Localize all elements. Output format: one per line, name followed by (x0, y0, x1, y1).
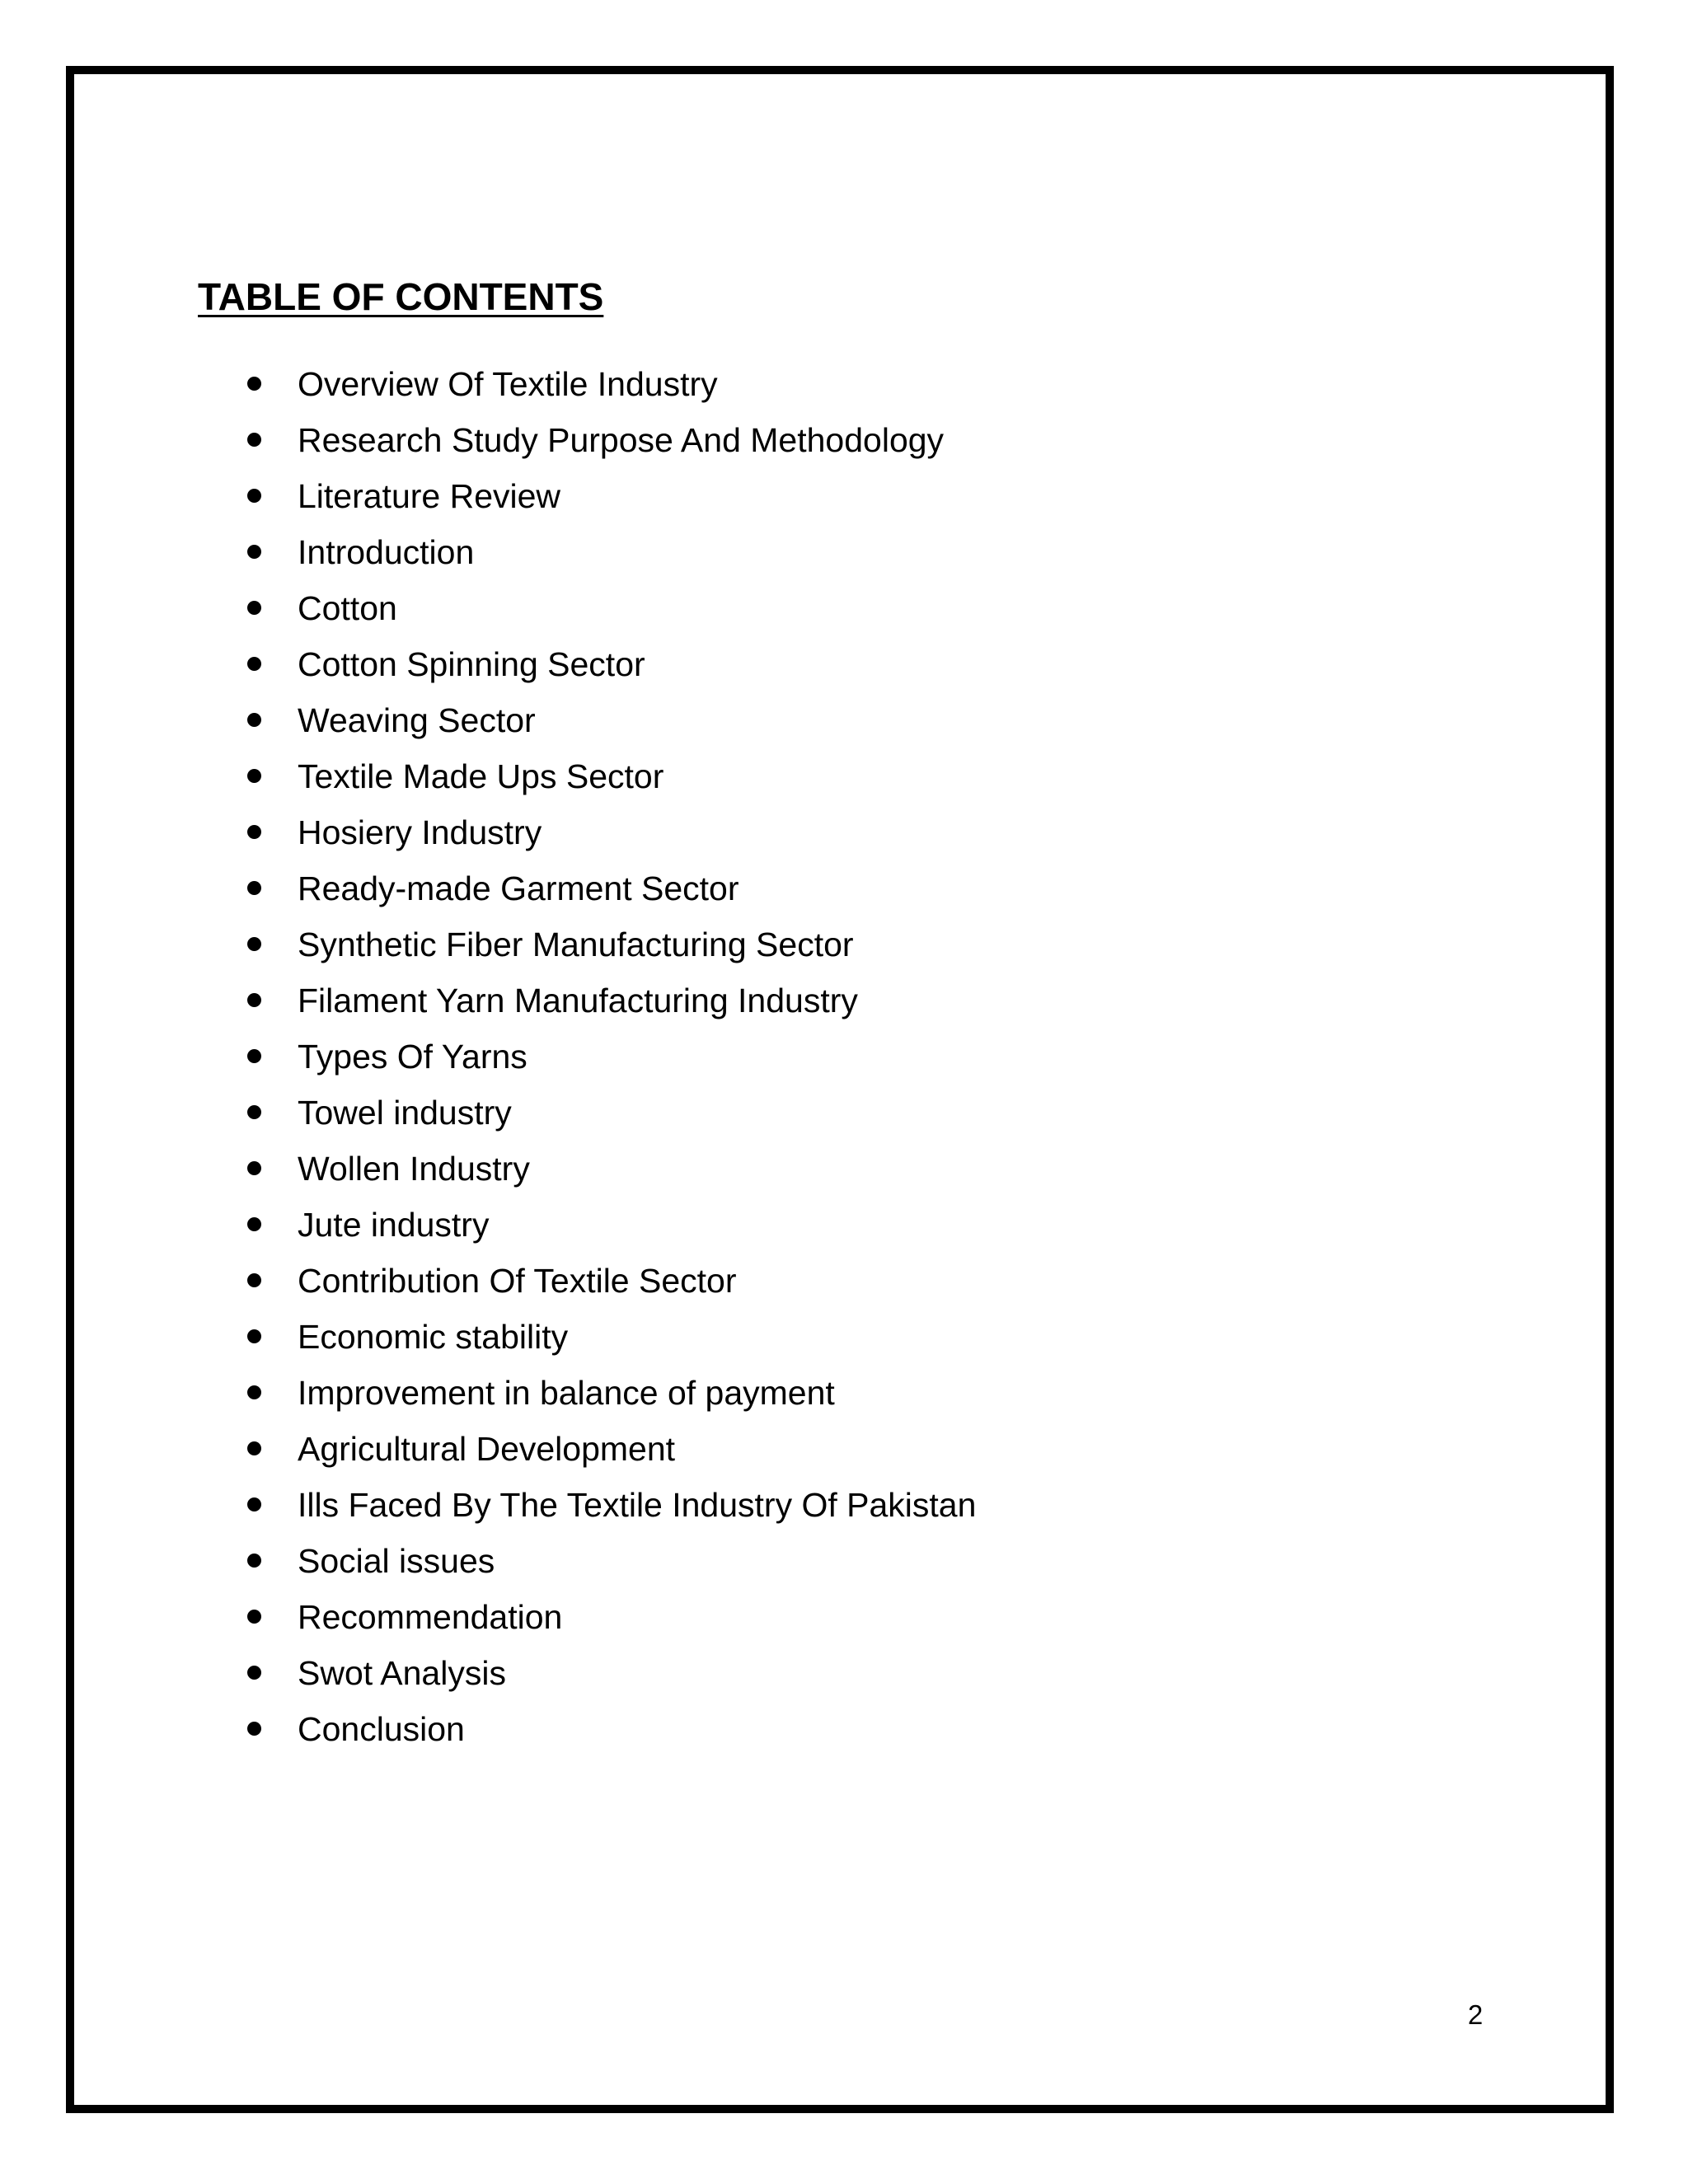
toc-item-label: Textile Made Ups Sector (298, 757, 664, 795)
bullet-icon (247, 1161, 261, 1175)
bullet-icon (247, 657, 261, 671)
toc-item-label: Contribution Of Textile Sector (298, 1262, 737, 1300)
toc-item-label: Recommendation (298, 1598, 563, 1636)
toc-item-label: Hosiery Industry (298, 813, 542, 851)
toc-item-label: Ills Faced By The Textile Industry Of Pakistan (298, 1486, 977, 1524)
bullet-icon (247, 713, 261, 727)
toc-item-label: Weaving Sector (298, 701, 536, 739)
bullet-icon (247, 1049, 261, 1063)
toc-item-label: Improvement in balance of payment (298, 1374, 835, 1412)
bullet-icon (247, 825, 261, 839)
bullet-icon (247, 1329, 261, 1343)
toc-item-label: Filament Yarn Manufacturing Industry (298, 982, 858, 1019)
toc-item-label: Conclusion (298, 1710, 465, 1748)
bullet-icon (247, 937, 261, 951)
bullet-icon (247, 1385, 261, 1399)
bullet-icon (247, 1497, 261, 1511)
page-title: TABLE OF CONTENTS (198, 275, 604, 318)
bullet-icon (247, 1722, 261, 1736)
bullet-icon (247, 1441, 261, 1455)
bullet-icon (247, 1666, 261, 1680)
toc-item-label: Synthetic Fiber Manufacturing Sector (298, 926, 854, 963)
bullet-icon (247, 1554, 261, 1568)
bullet-icon (247, 433, 261, 447)
bullet-icon (247, 993, 261, 1007)
toc-item-label: Introduction (298, 533, 475, 571)
toc-item-label: Swot Analysis (298, 1654, 506, 1692)
toc-item-label: Social issues (298, 1542, 495, 1580)
toc-item-label: Research Study Purpose And Methodology (298, 421, 945, 459)
bullet-icon (247, 1610, 261, 1624)
toc-item-label: Economic stability (298, 1318, 569, 1356)
bullet-icon (247, 377, 261, 391)
toc-item-label: Overview Of Textile Industry (298, 365, 718, 403)
toc-item-label: Wollen Industry (298, 1150, 530, 1188)
bullet-icon (247, 601, 261, 615)
toc-item-label: Towel industry (298, 1094, 512, 1132)
bullet-icon (247, 1105, 261, 1119)
toc-item-label: Types Of Yarns (298, 1038, 528, 1076)
bullet-icon (247, 1273, 261, 1287)
bullet-icon (247, 1217, 261, 1231)
bullet-icon (247, 545, 261, 559)
toc-item-label: Agricultural Development (298, 1430, 676, 1468)
bullet-icon (247, 489, 261, 503)
bullet-icon (247, 881, 261, 895)
page-number: 2 (1467, 1999, 1484, 2030)
toc-item-label: Literature Review (298, 477, 561, 515)
toc-item-label: Cotton (298, 589, 397, 627)
toc-item-label: Jute industry (298, 1206, 490, 1244)
bullet-icon (247, 769, 261, 783)
toc-item-label: Cotton Spinning Sector (298, 645, 645, 683)
toc-item-label: Ready-made Garment Sector (298, 869, 739, 907)
